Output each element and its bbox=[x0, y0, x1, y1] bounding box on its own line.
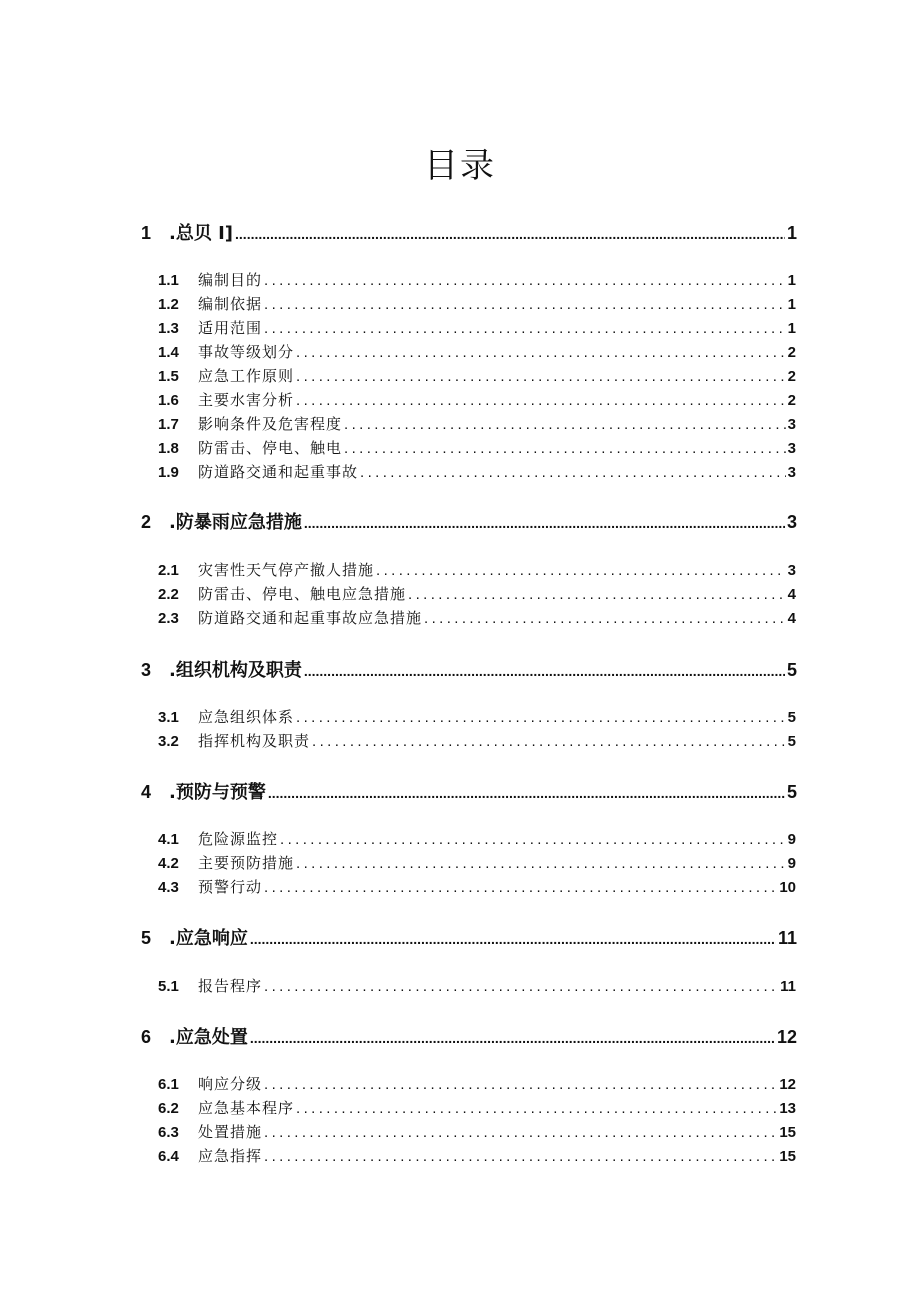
dot-leader bbox=[360, 462, 786, 484]
dot-leader bbox=[312, 731, 786, 753]
toc-page-number: 15 bbox=[779, 1148, 796, 1165]
page-title: 目录 bbox=[424, 146, 496, 186]
toc-label: .应急处置 bbox=[169, 1027, 248, 1048]
toc-label: 编制依据 bbox=[198, 295, 263, 313]
toc-page-number: 5 bbox=[786, 782, 797, 802]
dot-leader bbox=[304, 658, 785, 684]
toc-section-6-1[interactable] bbox=[158, 1073, 796, 1095]
dot-leader bbox=[344, 438, 786, 460]
toc-section-6-3[interactable] bbox=[158, 1121, 796, 1143]
toc-section-6-2[interactable] bbox=[158, 1097, 796, 1119]
toc-chapter-6[interactable] bbox=[141, 1024, 797, 1050]
toc-number: 6.2 bbox=[158, 1100, 179, 1117]
toc-page-number: 5 bbox=[787, 733, 796, 750]
dot-leader bbox=[296, 707, 786, 729]
toc-section-3-2[interactable] bbox=[158, 730, 796, 752]
toc-section-2-1[interactable] bbox=[158, 559, 796, 581]
toc-number: 1.9 bbox=[158, 464, 179, 481]
toc-page-number: 5 bbox=[787, 709, 796, 726]
toc-section-1-2[interactable] bbox=[158, 293, 796, 315]
toc-label: 事故等级划分 bbox=[198, 343, 295, 361]
toc-number: 4.3 bbox=[158, 879, 179, 896]
toc-label: 防雷击、停电、触电应急措施 bbox=[198, 585, 407, 603]
toc-number: 1.8 bbox=[158, 440, 179, 457]
toc-page-number: 3 bbox=[786, 512, 797, 532]
toc-section-1-4[interactable] bbox=[158, 341, 796, 363]
toc-number: 1.3 bbox=[158, 320, 179, 337]
toc-label: .总贝 I] bbox=[169, 223, 234, 244]
toc-page-number: 9 bbox=[787, 831, 796, 848]
toc-label: 指挥机构及职责 bbox=[198, 732, 311, 750]
toc-section-2-3[interactable] bbox=[158, 607, 796, 629]
dot-leader bbox=[250, 1025, 775, 1051]
dot-leader bbox=[264, 877, 777, 899]
toc-label: 主要水害分析 bbox=[198, 391, 295, 409]
toc-page-number: 3 bbox=[787, 416, 796, 433]
toc-number: 5 bbox=[141, 928, 152, 948]
toc-number: 4.2 bbox=[158, 855, 179, 872]
toc-page-number: 10 bbox=[779, 879, 796, 896]
toc-number: 4.1 bbox=[158, 831, 179, 848]
dot-leader bbox=[344, 414, 786, 436]
dot-leader bbox=[264, 318, 786, 340]
toc-section-6-4[interactable] bbox=[158, 1145, 796, 1167]
toc-page-number: 12 bbox=[776, 1027, 797, 1047]
dot-leader bbox=[296, 1098, 777, 1120]
toc-chapter-4[interactable] bbox=[141, 779, 797, 805]
toc-label: 编制目的 bbox=[198, 271, 263, 289]
dot-leader bbox=[264, 1074, 777, 1096]
dot-leader bbox=[408, 584, 786, 606]
toc-label: .组织机构及职责 bbox=[169, 660, 302, 681]
toc-page-number: 2 bbox=[787, 392, 796, 409]
dot-leader bbox=[268, 780, 785, 806]
toc-label: 影响条件及危害程度 bbox=[198, 415, 343, 433]
toc-number: 2.2 bbox=[158, 586, 179, 603]
toc-page-number: 1 bbox=[787, 320, 796, 337]
toc-page-number: 5 bbox=[786, 660, 797, 680]
toc-number: 3 bbox=[141, 660, 152, 680]
toc-section-1-1[interactable] bbox=[158, 269, 796, 291]
toc-section-4-3[interactable] bbox=[158, 876, 796, 898]
toc-label: 响应分级 bbox=[198, 1075, 263, 1093]
toc-page-number: 13 bbox=[779, 1100, 796, 1117]
toc-label: 应急组织体系 bbox=[198, 708, 295, 726]
dot-leader bbox=[424, 608, 786, 630]
dot-leader bbox=[304, 510, 785, 536]
toc-section-4-2[interactable] bbox=[158, 852, 796, 874]
toc-page-number: 2 bbox=[787, 368, 796, 385]
toc-label: 主要预防措施 bbox=[198, 854, 295, 872]
toc-label: 预警行动 bbox=[198, 878, 263, 896]
toc-label: 应急基本程序 bbox=[198, 1099, 295, 1117]
toc-section-1-7[interactable] bbox=[158, 413, 796, 435]
dot-leader bbox=[264, 1146, 777, 1168]
dot-leader bbox=[250, 926, 776, 952]
toc-number: 1 bbox=[141, 223, 152, 243]
toc-section-4-1[interactable] bbox=[158, 828, 796, 850]
toc-page-number: 11 bbox=[780, 978, 796, 995]
toc-section-1-9[interactable] bbox=[158, 461, 796, 483]
toc-chapter-3[interactable] bbox=[141, 657, 797, 683]
toc-page-number: 1 bbox=[787, 296, 796, 313]
toc-page-number: 11 bbox=[777, 928, 797, 948]
dot-leader bbox=[296, 853, 786, 875]
dot-leader bbox=[264, 270, 786, 292]
toc-number: 6.1 bbox=[158, 1076, 179, 1093]
toc-number: 2.3 bbox=[158, 610, 179, 627]
toc-label: 防道路交通和起重事故应急措施 bbox=[198, 609, 423, 627]
toc-number: 2.1 bbox=[158, 562, 179, 579]
toc-number: 1.5 bbox=[158, 368, 179, 385]
dot-leader bbox=[280, 829, 786, 851]
toc-label: .防暴雨应急措施 bbox=[169, 512, 302, 533]
toc-number: 3.1 bbox=[158, 709, 179, 726]
toc-label: 灾害性天气停产撤人措施 bbox=[198, 561, 375, 579]
toc-section-3-1[interactable] bbox=[158, 706, 796, 728]
toc-label: .预防与预警 bbox=[169, 782, 266, 803]
dot-leader bbox=[264, 1122, 777, 1144]
toc-page-number: 1 bbox=[787, 272, 796, 289]
toc-chapter-1[interactable] bbox=[141, 220, 797, 246]
toc-page-number: 12 bbox=[779, 1076, 796, 1093]
toc-number: 6.4 bbox=[158, 1148, 179, 1165]
toc-label: 适用范围 bbox=[198, 319, 263, 337]
toc-number: 6 bbox=[141, 1027, 152, 1047]
toc-page-number: 2 bbox=[787, 344, 796, 361]
toc-chapter-5[interactable] bbox=[141, 925, 797, 951]
toc-number: 1.2 bbox=[158, 296, 179, 313]
toc-chapter-2[interactable] bbox=[141, 509, 797, 535]
dot-leader bbox=[296, 366, 786, 388]
toc-section-1-6[interactable] bbox=[158, 389, 796, 411]
dot-leader bbox=[296, 342, 786, 364]
toc-section-1-8[interactable] bbox=[158, 437, 796, 459]
toc-page-number: 15 bbox=[779, 1124, 796, 1141]
toc-section-5-1[interactable] bbox=[158, 975, 796, 997]
toc-number: 1.7 bbox=[158, 416, 179, 433]
dot-leader bbox=[376, 560, 786, 582]
toc-number: 4 bbox=[141, 782, 152, 802]
toc-page-number: 4 bbox=[787, 586, 796, 603]
toc-number: 1.6 bbox=[158, 392, 179, 409]
dot-leader bbox=[296, 390, 786, 412]
toc-page-number: 9 bbox=[787, 855, 796, 872]
toc-page-number: 4 bbox=[787, 610, 796, 627]
toc-section-2-2[interactable] bbox=[158, 583, 796, 605]
toc-page-number: 3 bbox=[787, 562, 796, 579]
toc-page-number: 3 bbox=[787, 440, 796, 457]
toc-number: 2 bbox=[141, 512, 152, 532]
toc-number: 3.2 bbox=[158, 733, 179, 750]
dot-leader bbox=[264, 976, 778, 998]
toc-label: 应急指挥 bbox=[198, 1147, 263, 1165]
toc-section-1-5[interactable] bbox=[158, 365, 796, 387]
toc-page-number: 3 bbox=[787, 464, 796, 481]
toc-label: 防雷击、停电、触电 bbox=[198, 439, 343, 457]
toc-label: 防道路交通和起重事故 bbox=[198, 463, 359, 481]
dot-leader bbox=[235, 221, 785, 247]
toc-label: 报告程序 bbox=[198, 977, 263, 995]
toc-section-1-3[interactable] bbox=[158, 317, 796, 339]
toc-label: 危险源监控 bbox=[198, 830, 279, 848]
toc-label: 应急工作原则 bbox=[198, 367, 295, 385]
toc-number: 1.1 bbox=[158, 272, 179, 289]
toc-label: .应急响应 bbox=[169, 928, 248, 949]
toc-number: 6.3 bbox=[158, 1124, 179, 1141]
toc-label: 处置措施 bbox=[198, 1123, 263, 1141]
dot-leader bbox=[264, 294, 786, 316]
toc-number: 1.4 bbox=[158, 344, 179, 361]
toc-number: 5.1 bbox=[158, 978, 179, 995]
toc-page-number: 1 bbox=[786, 223, 797, 243]
